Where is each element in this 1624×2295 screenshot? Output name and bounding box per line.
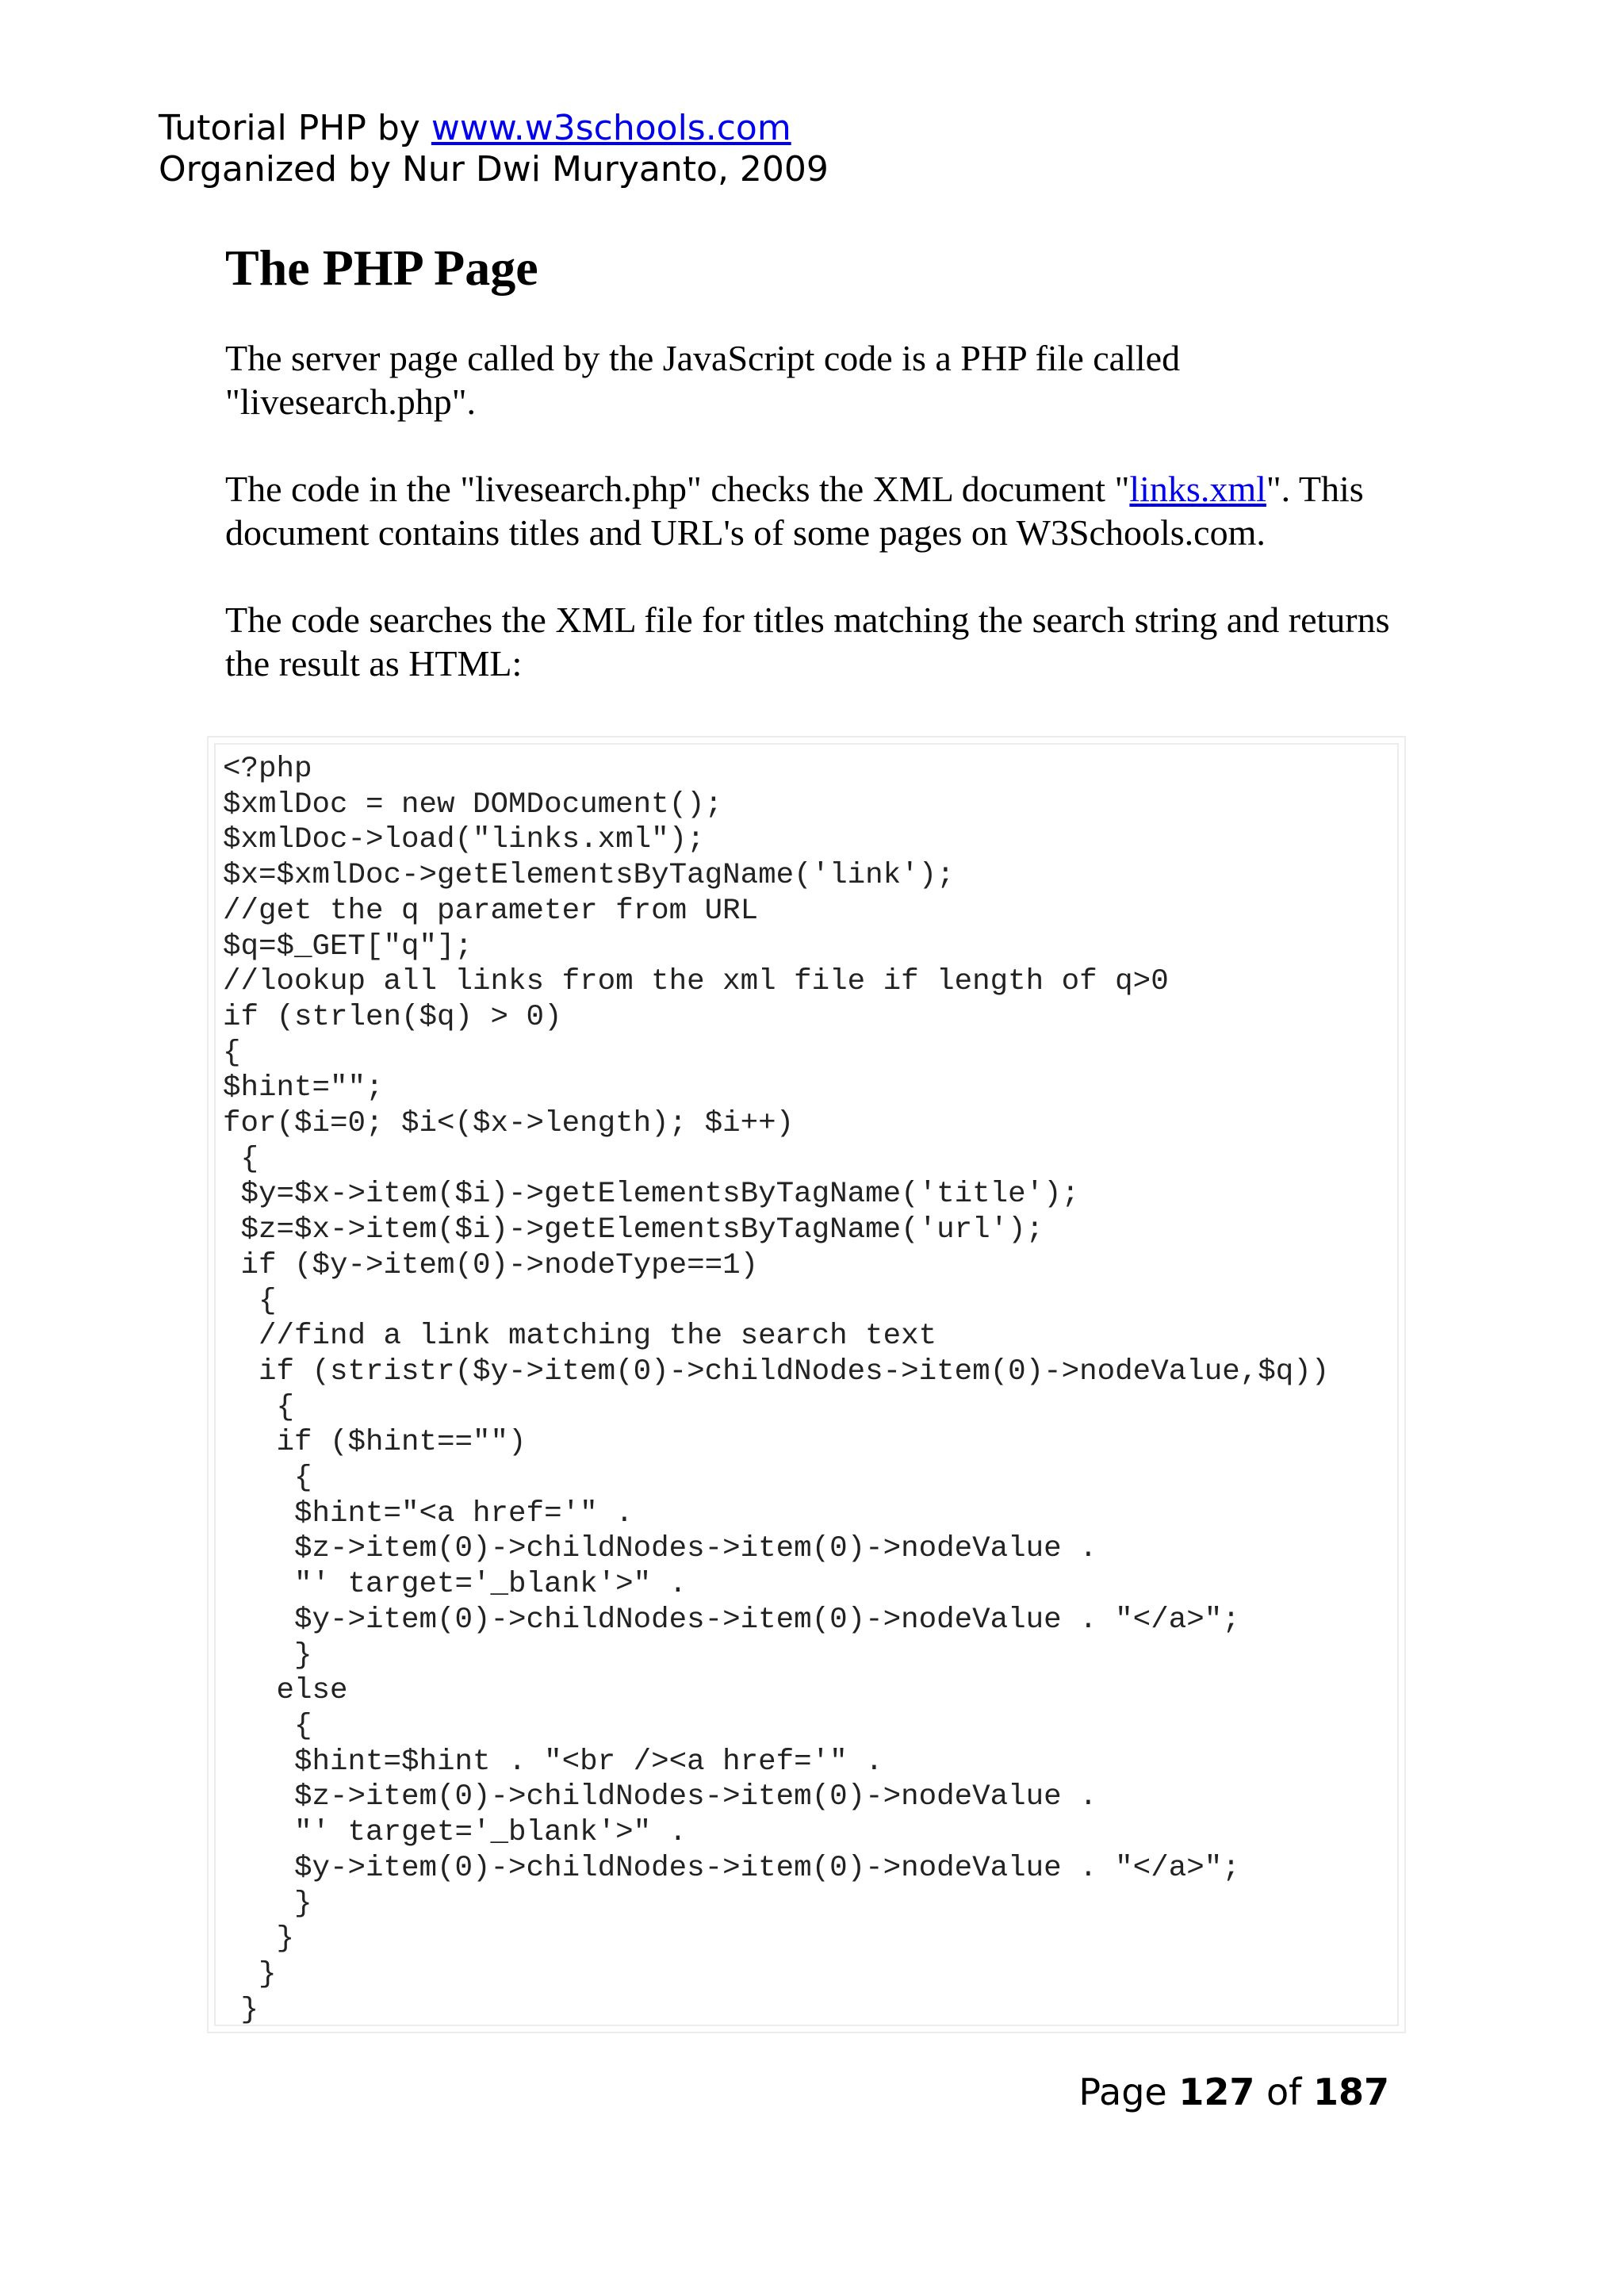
main-content	[225, 238, 1415, 729]
paragraph-2-after: ". This document contains titles and URL's of some pages on W3Schools.com.	[225, 469, 1364, 553]
page-word: Page	[1078, 2071, 1167, 2113]
code-box	[207, 736, 1406, 2033]
paragraph-1: The server page called by the JavaScript code is a PHP file called "livesearch.php".	[225, 338, 1181, 422]
links-xml-link[interactable]: links.xml	[1129, 469, 1266, 509]
header-prefix: Tutorial PHP by	[159, 108, 431, 148]
of-word: of	[1266, 2071, 1302, 2113]
document-header	[159, 108, 829, 190]
w3schools-link[interactable]: www.w3schools.com	[431, 108, 791, 148]
current-page: 127	[1178, 2071, 1255, 2113]
header-line-1	[159, 108, 829, 149]
paragraph-2-before: The code in the "livesearch.php" checks the XML document "	[225, 469, 1130, 509]
code-box-inner	[214, 743, 1399, 2026]
code-listing: <?php $xmlDoc = new DOMDocument(); $xmlDoc->load("links.xml"); $x=$xmlDoc->getElementsByTagName('link'); //get the q parameter from URL $q=$_GET["q"]; //lookup all links from the xml file if length of q>0 if (strlen($q) > 0) { $hint=""; for($i=0; $i<($x->length); $i++) { $y=$x->item($i)->getElementsByTagName('title'); $z=$x->item($i)->getElementsByTagName('url'); if ($y->item(0)->nodeType==1) { //find a link matching the search text if (stristr($y->item(0)->childNodes->item(0)->nodeValue,$q)) { if ($hint=="") { $hint="<a href='" . $z->item(0)->childNodes->item(0)->nodeValue . "' target='_blank'>" . $y->item(0)->childNodes->item(0)->nodeValue . "</a>"; } else { $hint=$hint . "<br /><a href='" . $z->item(0)->childNodes->item(0)->nodeValue . "' target='_blank'>" . $y->item(0)->childNodes->item(0)->nodeValue . "</a>"; } } } }	[223, 753, 1330, 2026]
paragraph-3: The code searches the XML file for titles matching the search string and returns the result as HTML:	[225, 600, 1390, 684]
page-number	[1078, 2070, 1389, 2114]
total-pages: 187	[1312, 2071, 1389, 2113]
paragraph-2	[225, 467, 1415, 554]
header-line-2: Organized by Nur Dwi Muryanto, 2009	[159, 149, 829, 190]
section-title: The PHP Page	[225, 239, 538, 296]
